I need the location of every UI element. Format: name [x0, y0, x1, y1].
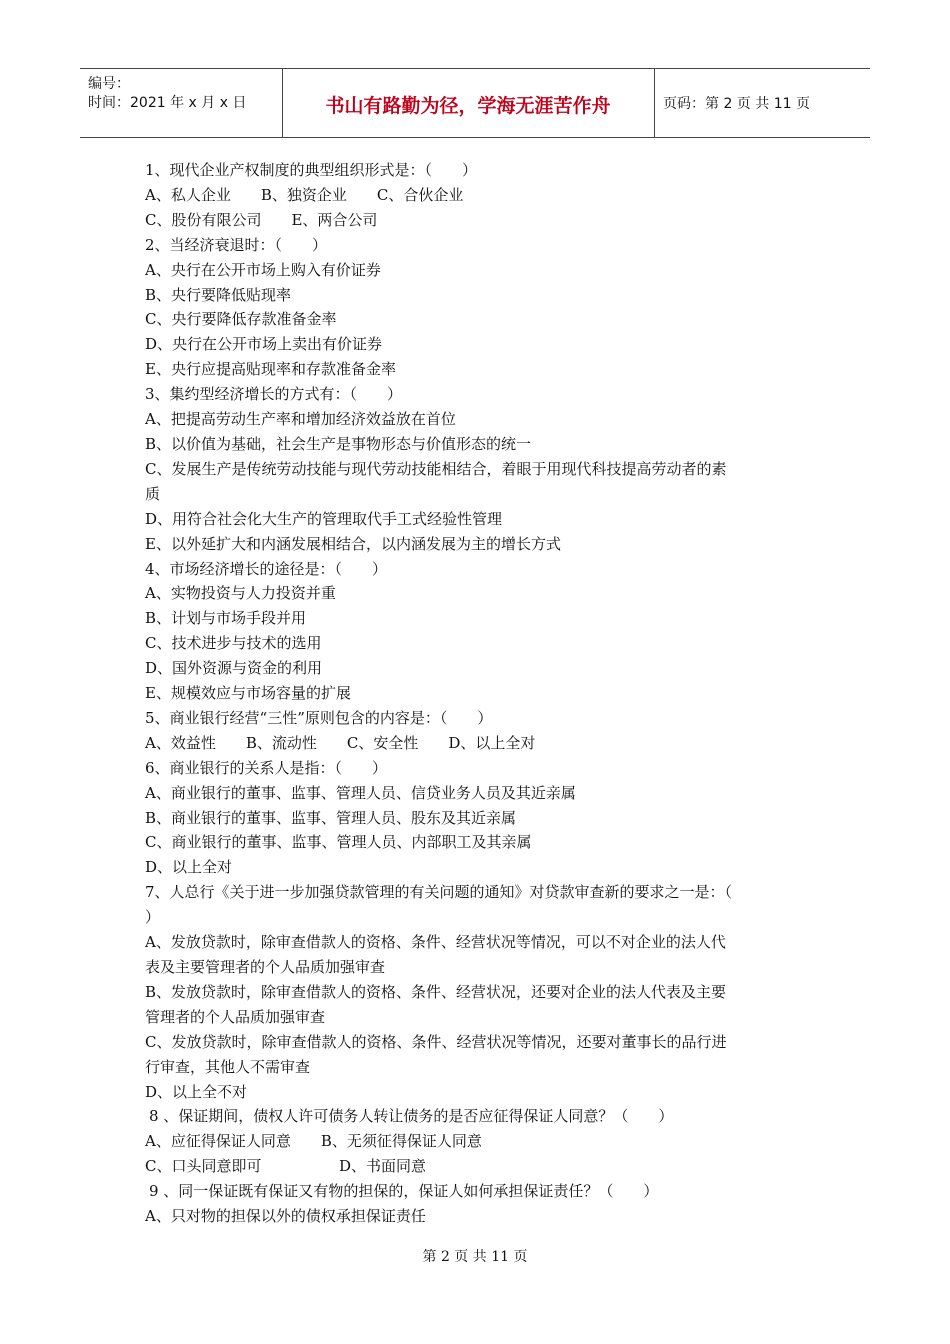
option: C、发放贷款时，除审查借款人的资格、条件、经营状况等情况，还要对董事长的品行进 — [145, 1032, 727, 1051]
option: B、独资企业 — [260, 185, 347, 204]
page-footer: 第 2 页 共 11 页 — [422, 1249, 528, 1265]
option: D、以上全对 — [145, 858, 233, 877]
option: E、央行应提高贴现率和存款准备金率 — [145, 360, 396, 379]
option: A、应征得保证人同意 — [145, 1132, 291, 1151]
question-1-options-row-2 — [145, 208, 810, 233]
option: D、央行在公开市场上卖出有价证券 — [145, 335, 383, 354]
option: E、规模效应与市场容量的扩展 — [145, 684, 351, 703]
option: C、发展生产是传统劳动技能与现代劳动技能相结合，着眼于用现代科技提高劳动者的素 — [145, 459, 727, 478]
option: C、安全性 — [346, 733, 419, 752]
header-motto-cell — [282, 69, 655, 137]
option: E、以外延扩大和内涵发展相结合，以内涵发展为主的增长方式 — [145, 534, 561, 553]
option: B、流动性 — [245, 733, 317, 752]
question-7-stem: 7、人总行《关于进一步加强贷款管理的有关问题的通知》对贷款审查新的要求之一是：（ — [145, 883, 733, 902]
option: B、商业银行的董事、监事、管理人员、股东及其近亲属 — [145, 808, 517, 827]
header-page-cell — [655, 69, 870, 137]
question-6-stem: 6、商业银行的关系人是指：（ ） — [145, 758, 388, 777]
motto: 书山有路勤为径，学海无涯苦作舟 — [325, 95, 611, 117]
option: B、以价值为基础，社会生产是事物形态与价值形态的统一 — [145, 434, 532, 453]
document-header — [80, 68, 870, 138]
option: A、商业银行的董事、监事、管理人员、信贷业务人员及其近亲属 — [145, 783, 576, 802]
number-label: 编号： — [88, 76, 130, 92]
option: B、央行要降低贴现率 — [145, 285, 292, 304]
option: C、股份有限公司 — [145, 210, 262, 229]
option-continuation: 表及主要管理者的个人品质加强审查 — [145, 958, 386, 976]
option-continuation: 质 — [145, 484, 161, 503]
option-continuation: 行审查，其他人不需审查 — [145, 1057, 311, 1076]
option: A、只对物的担保以外的债权承担保证责任 — [145, 1207, 426, 1226]
question-1-stem: 1、现代企业产权制度的典型组织形式是：（ ） — [145, 161, 478, 179]
question-7-stem-continuation: ） — [145, 908, 161, 927]
option: A、发放贷款时，除审查借款人的资格、条件、经营状况等情况，可以不对企业的法人代 — [145, 933, 726, 952]
option: D、书面同意 — [339, 1157, 427, 1176]
question-2-stem: 2、当经济衰退时：（ ） — [145, 235, 328, 254]
option: B、无须征得保证人同意 — [320, 1132, 482, 1151]
option: C、口头同意即可 — [145, 1157, 262, 1176]
question-9-stem: 9 、同一保证既有保证又有物的担保的，保证人如何承担保证责任？（ ） — [149, 1182, 659, 1201]
option-continuation: 管理者的个人品质加强审查 — [145, 1007, 326, 1026]
option: C、合伙企业 — [376, 185, 464, 204]
question-4-stem: 4、市场经济增长的途径是：（ ） — [145, 559, 388, 578]
option: D、国外资源与资金的利用 — [145, 659, 323, 678]
question-3-stem: 3、集约型经济增长的方式有：（ ） — [145, 385, 403, 404]
question-list — [145, 158, 810, 1229]
question-8-stem: 8 、保证期间，债权人许可债务人转让债务的是否应征得保证人同意？（ ） — [149, 1107, 674, 1126]
question-8-options-row-2 — [145, 1154, 810, 1179]
question-1-options-row-1 — [145, 183, 810, 208]
date-label: 时间：2021 年 x 月 x 日 — [88, 95, 247, 111]
option: A、把提高劳动生产率和增加经济效益放在首位 — [145, 410, 456, 429]
option: A、效益性 — [145, 733, 216, 752]
option: A、实物投资与人力投资并重 — [145, 584, 336, 603]
page-label: 页码：第 2 页 共 11 页 — [663, 96, 810, 112]
question-8-options-row-1 — [145, 1129, 810, 1154]
option: A、私人企业 — [145, 185, 231, 204]
question-5-options-row — [145, 731, 810, 756]
question-5-stem: 5、商业银行经营“三性”原则包含的内容是：（ ） — [145, 708, 493, 727]
option: B、计划与市场手段并用 — [145, 609, 307, 628]
option: C、商业银行的董事、监事、管理人员、内部职工及其亲属 — [145, 833, 532, 852]
option: D、用符合社会化大生产的管理取代手工式经验性管理 — [145, 509, 503, 528]
option: E、两合公司 — [291, 210, 378, 229]
option: A、央行在公开市场上购入有价证券 — [145, 260, 381, 279]
header-meta-cell — [80, 69, 283, 137]
option: B、发放贷款时，除审查借款人的资格、条件、经营状况，还要对企业的法人代表及主要 — [145, 982, 727, 1001]
option: C、央行要降低存款准备金率 — [145, 310, 337, 329]
option: D、以上全不对 — [145, 1082, 248, 1101]
option: C、技术进步与技术的选用 — [145, 634, 322, 653]
option: D、以上全对 — [448, 733, 536, 752]
